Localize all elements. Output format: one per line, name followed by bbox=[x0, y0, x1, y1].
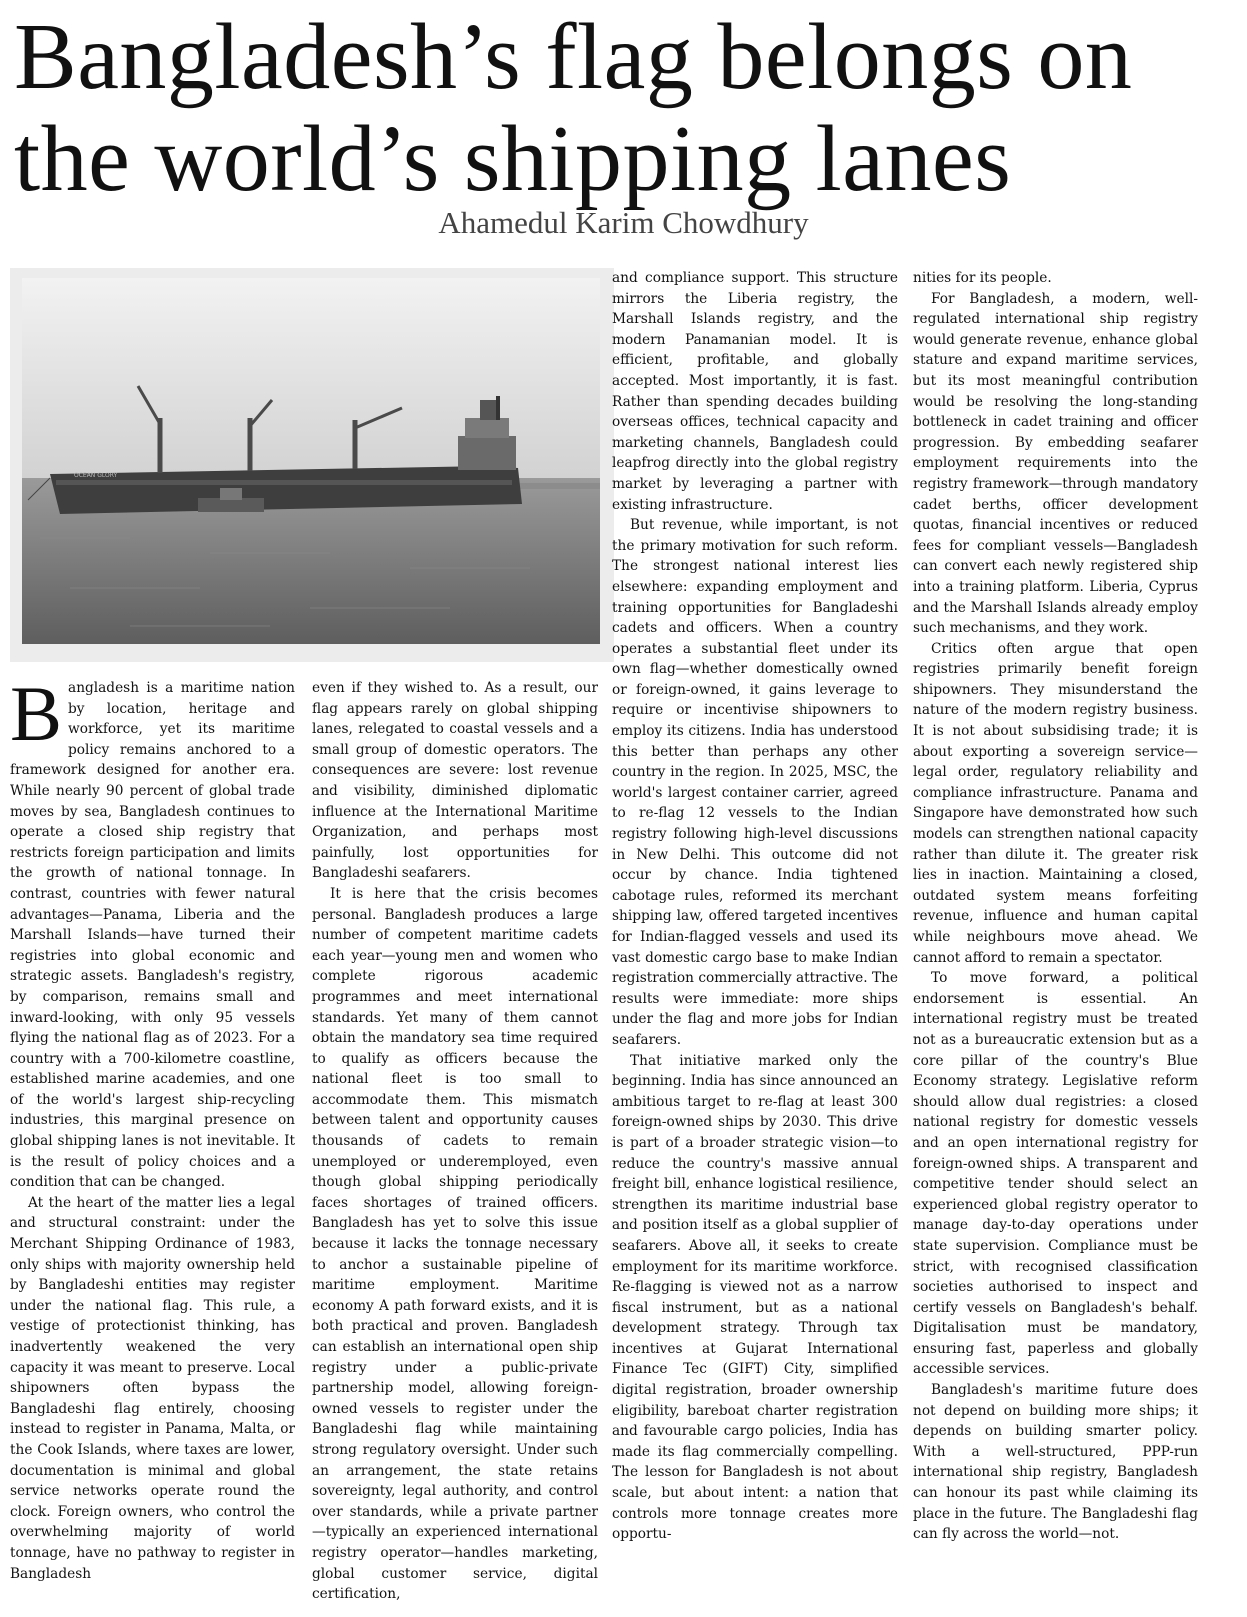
paragraph-6: For Bangladesh, a modern, well-regulated international ship registry would generate revenue, enhance global stature and expand maritime services, but its most meaningful contribution would be resolving the long-standing bottleneck in cadet training and officer progression. By embedding seafarer employment requirements into the registry framework—through mandatory cadet berths, officer development quotas, financial incentives or reduced fees for compliant vessels—Bangladesh can convert each newly registered ship into a training platform. Liberia, Cyprus and the Marshall Islands already employ such mechanisms, and they work. bbox=[913, 290, 1198, 637]
article-column-1 bbox=[10, 678, 295, 1608]
paragraph-9: Bangladesh's maritime future does not depend on building more ships; it depends on building smarter policy. With a well-structured, PPP-run international ship registry, Bangladesh can honour its past while claiming its place in the future. The Bangladeshi flag can fly across the world—not. bbox=[913, 1382, 1198, 1543]
paragraph-3-continued: and compliance support. This structure mirrors the Liberia registry, the Marshall Islands registry, and the modern Panamanian model. It is efficient, profitable, and globally accepted. Most importantly, it is fast. Rather than spending decades building overseas offices, technical capacity and marketing channels, Bangladesh could leapfrog directly into the global registry market by leveraging a partner with existing infrastructure. bbox=[612, 270, 898, 513]
paragraph-8: To move forward, a political endorsement is essential. An international registry must be treated not as a bureaucratic extension but as a core pillar of the country's Blue Economy strategy. Legislative reform should allow dual registries: a closed national registry for domestic vessels and an open international registry for foreign-owned ships. A transparent and competitive tender should select an experienced global registry operator to manage day-to-day operations under state supervision. Compliance must be strict, with recognised classification societies authorised to inspect and certify vessels on Bangladesh's behalf. Digitalisation must be mandatory, ensuring fast, paperless and globally accessible services. bbox=[913, 970, 1198, 1378]
article-column-3 bbox=[612, 268, 898, 1608]
ship-photo bbox=[10, 268, 614, 662]
byline: Ahamedul Karim Chowdhury bbox=[438, 205, 809, 240]
paragraph-1: Bangladesh is a maritime nation by location, heritage and workforce, yet its maritime policy remains anchored to a framework designed for another era. While nearly 90 percent of global trade moves by sea, Bangladesh continues to operate a closed ship registry that restricts foreign participation and limits the growth of national tonnage. In contrast, countries with fewer natural advantages—Panama, Liberia and the Marshall Islands—have turned their registries into global economic and strategic assets. Bangladesh's registry, by comparison, remains small and inward-looking, with only 95 vessels flying the national flag as of 2023. For a country with a 700-kilometre coastline, established marine academies, and one of the world's largest ship-recycling industries, this marginal presence on global shipping lanes is not inevitable. It is the result of policy choices and a condition that can be changed. bbox=[10, 678, 295, 1191]
ship-name-label: OCEAN GLORY bbox=[74, 472, 118, 479]
paragraph-3: It is here that the crisis becomes personal. Bangladesh produces a large number of competent maritime cadets each year—young men and women who complete rigorous academic programmes and meet international standards. Yet many of them cannot obtain the mandatory sea time required to qualify as officers because the national fleet is too small to accommodate them. This mismatch between talent and opportunity causes thousands of cadets to remain unemployed or underemployed, even though global shipping periodically faces shortages of trained officers. Bangladesh has yet to solve this issue because it lacks the tonnage necessary to anchor a sustainable pipeline of maritime employment. Maritime economy A path forward exists, and it is both practical and proven. Bangladesh can establish an international open ship registry under a public-private partnership model, allowing foreign-owned vessels to register under the Bangladeshi flag while maintaining strong regulatory oversight. Under such an arrangement, the state retains sovereignty, legal authority, and control over standards, while a private partner—typically an experienced international registry operator—handles marketing, global customer service, digital certification, bbox=[312, 885, 598, 1603]
paragraph-2-continued: even if they wished to. As a result, our flag appears rarely on global shipping lanes, relegated to coastal vessels and a small group of domestic operators. The consequences are severe: lost revenue and visibility, diminished diplomatic influence at the International Maritime Organization, and perhaps most painfully, lost opportunities for Bangladeshi seafarers. bbox=[312, 680, 598, 882]
headline: Bangladesh’s flag belongs on the world’s shipping lanes bbox=[14, 5, 1133, 211]
article-column-2 bbox=[312, 678, 598, 1608]
paragraph-4: But revenue, while important, is not the primary motivation for such reform. The strongest national interest lies elsewhere: expanding employment and training opportunities for Bangladeshi cadets and officers. When a country operates a substantial fleet under its own flag—whether domestically owned or foreign-owned, it gains leverage to require or incentivise shipowners to employ its citizens. India has understood this better than perhaps any other country in the region. In 2025, MSC, the world's largest container carrier, agreed to re-flag 12 vessels to the Indian registry following high-level discussions in New Delhi. This outcome did not occur by chance. India tightened cabotage rules, reformed its merchant shipping law, offered targeted incentives for Indian-flagged vessels and used its vast domestic cargo base to make Indian registration commercially attractive. The results were immediate: more ships under the flag and more jobs for Indian seafarers. bbox=[612, 517, 898, 1048]
paragraph-5-continued: nities for its people. bbox=[913, 270, 1052, 286]
article-column-4 bbox=[913, 268, 1198, 1608]
paragraph-5: That initiative marked only the beginning. India has since announced an ambitious target to re-flag at least 300 foreign-owned ships by 2030. This drive is part of a broader strategic vision—to reduce the country's massive annual freight bill, enhance logistical resilience, strengthen its maritime industrial base and position itself as a global supplier of seafarers. Above all, it seeks to create employment for its maritime workforce. Re-flagging is viewed not as a narrow fiscal instrument, but as a national development strategy. Through tax incentives at Gujarat International Finance Tec (GIFT) City, simplified digital registration, broader ownership eligibility, bareboat charter registration and favourable cargo policies, India has made its flag commercially compelling. The lesson for Bangladesh is not about scale, but about intent: a nation that controls more tonnage creates more opportu- bbox=[612, 1052, 898, 1543]
drop-cap: B bbox=[10, 678, 63, 757]
paragraph-2: At the heart of the matter lies a legal and structural constraint: under the Merchant Shipping Ordinance of 1983, only ships with majority ownership held by Bangladeshi entities may register under the national flag. This rule, a vestige of protectionist thinking, has inadvertently weakened the very capacity it was meant to preserve. Local shipowners often bypass the Bangladeshi flag entirely, choosing instead to register in Panama, Malta, or the Cook Islands, where taxes are lower, documentation is minimal and global service networks operate round the clock. Foreign owners, who control the overwhelming majority of world tonnage, have no pathway to register in Bangladesh bbox=[10, 1194, 295, 1582]
paragraph-7: Critics often argue that open registries primarily benefit foreign shipowners. They misunderstand the nature of the modern registry business. It is not about subsidising trade; it is about exporting a sovereign service—legal order, regulatory reliability and compliance infrastructure. Panama and Singapore have demonstrated how such models can strengthen national capacity rather than dilute it. The greater risk lies in inaction. Maintaining a closed, outdated system means forfeiting revenue, influence and human capital while neighbours move ahead. We cannot afford to remain a spectator. bbox=[913, 640, 1198, 966]
